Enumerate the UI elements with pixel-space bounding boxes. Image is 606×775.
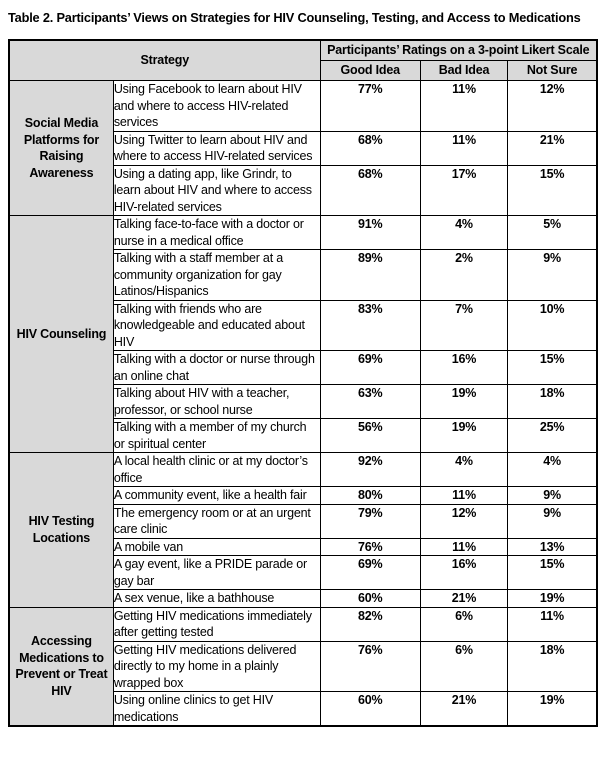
not-sure-cell: 5% [508,216,597,250]
good-idea-cell: 68% [320,131,420,165]
not-sure-cell: 18% [508,385,597,419]
strategy-cell: Talking with a doctor or nurse through an online chat [113,351,320,385]
strategy-cell: Talking with a member of my church or spiritual center [113,419,320,453]
bad-idea-cell: 6% [420,607,507,641]
bad-idea-cell: 11% [420,538,507,556]
strategy-cell: Using a dating app, like Grindr, to learn about HIV and where to access HIV-related services [113,165,320,216]
bad-idea-cell: 16% [420,351,507,385]
bad-idea-cell: 4% [420,216,507,250]
category-cell: HIV Testing Locations [9,453,113,608]
good-idea-cell: 82% [320,607,420,641]
bad-idea-cell: 4% [420,453,507,487]
strategy-cell: The emergency room or at an urgent care clinic [113,504,320,538]
bad-idea-cell: 11% [420,131,507,165]
bad-idea-cell: 11% [420,81,507,132]
good-idea-cell: 56% [320,419,420,453]
strategy-cell: A sex venue, like a bathhouse [113,590,320,608]
strategy-cell: Using online clinics to get HIV medications [113,692,320,727]
strategy-cell: Talking about HIV with a teacher, professor, or school nurse [113,385,320,419]
not-sure-cell: 4% [508,453,597,487]
not-sure-cell: 9% [508,487,597,505]
strategy-cell: A gay event, like a PRIDE parade or gay bar [113,556,320,590]
strategy-cell: Talking with friends who are knowledgeable and educated about HIV [113,300,320,351]
not-sure-cell: 13% [508,538,597,556]
bad-idea-cell: 19% [420,385,507,419]
bad-idea-cell: 7% [420,300,507,351]
not-sure-cell: 10% [508,300,597,351]
category-cell: HIV Counseling [9,216,113,453]
strategy-cell: A local health clinic or at my doctor’s office [113,453,320,487]
not-sure-cell: 21% [508,131,597,165]
header-row-top [9,40,597,61]
table-body [9,81,597,727]
table-row [9,216,597,250]
strategy-cell: A community event, like a health fair [113,487,320,505]
good-idea-cell: 76% [320,538,420,556]
bad-idea-cell: 11% [420,487,507,505]
ratings-scale-header: Participants’ Ratings on a 3-point Likert Scale [320,40,597,61]
not-sure-cell: 15% [508,351,597,385]
table-row [9,453,597,487]
bad-idea-cell: 16% [420,556,507,590]
table-header [9,40,597,81]
good-idea-cell: 89% [320,250,420,301]
bad-idea-cell: 21% [420,590,507,608]
not-sure-cell: 18% [508,641,597,692]
good-idea-cell: 79% [320,504,420,538]
strategy-cell: Getting HIV medications immediately after getting tested [113,607,320,641]
category-cell: Social Media Platforms for Raising Awareness [9,81,113,216]
not-sure-cell: 9% [508,250,597,301]
strategy-column-header: Strategy [9,40,320,81]
strategy-cell: Talking face-to-face with a doctor or nurse in a medical office [113,216,320,250]
good-idea-cell: 69% [320,351,420,385]
good-idea-cell: 91% [320,216,420,250]
category-cell: Accessing Medications to Prevent or Treat HIV [9,607,113,726]
strategy-cell: Getting HIV medications delivered directly to my home in a plainly wrapped box [113,641,320,692]
column-header-bad-idea: Bad Idea [420,61,507,81]
good-idea-cell: 60% [320,590,420,608]
column-header-good-idea: Good Idea [320,61,420,81]
good-idea-cell: 69% [320,556,420,590]
table-row [9,81,597,132]
bad-idea-cell: 12% [420,504,507,538]
not-sure-cell: 19% [508,590,597,608]
strategy-cell: Talking with a staff member at a community organization for gay Latinos/Hispanics [113,250,320,301]
not-sure-cell: 15% [508,165,597,216]
good-idea-cell: 68% [320,165,420,216]
good-idea-cell: 60% [320,692,420,727]
not-sure-cell: 9% [508,504,597,538]
ratings-table [8,39,598,727]
bad-idea-cell: 6% [420,641,507,692]
strategy-cell: Using Facebook to learn about HIV and where to access HIV-related services [113,81,320,132]
bad-idea-cell: 21% [420,692,507,727]
bad-idea-cell: 19% [420,419,507,453]
bad-idea-cell: 17% [420,165,507,216]
table-title: Table 2. Participants’ Views on Strategies for HIV Counseling, Testing, and Access to Medications [8,10,581,25]
not-sure-cell: 19% [508,692,597,727]
strategy-cell: A mobile van [113,538,320,556]
strategy-cell: Using Twitter to learn about HIV and where to access HIV-related services [113,131,320,165]
table-row [9,607,597,641]
not-sure-cell: 25% [508,419,597,453]
not-sure-cell: 11% [508,607,597,641]
good-idea-cell: 92% [320,453,420,487]
not-sure-cell: 15% [508,556,597,590]
column-header-not-sure: Not Sure [508,61,597,81]
good-idea-cell: 80% [320,487,420,505]
not-sure-cell: 12% [508,81,597,132]
good-idea-cell: 63% [320,385,420,419]
good-idea-cell: 83% [320,300,420,351]
good-idea-cell: 77% [320,81,420,132]
bad-idea-cell: 2% [420,250,507,301]
good-idea-cell: 76% [320,641,420,692]
